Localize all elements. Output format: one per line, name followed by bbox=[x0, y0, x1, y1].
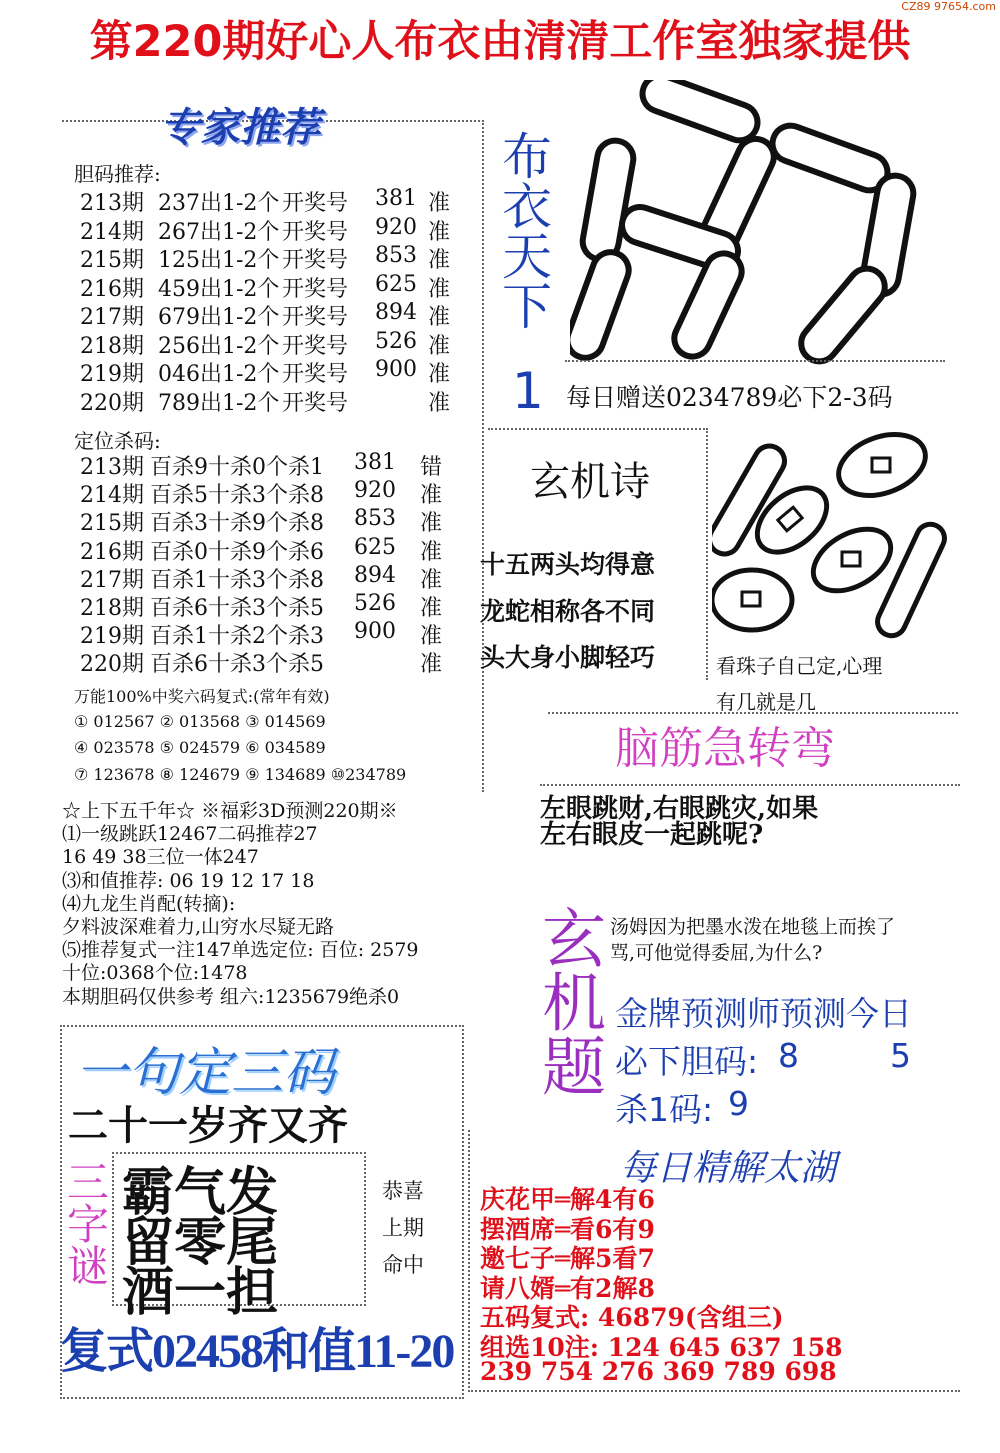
riddle-text-2: 骂,可他觉得委屈,为什么? bbox=[610, 942, 823, 964]
poem-line-2: 龙蛇相称各不同 bbox=[480, 597, 656, 626]
dan-cell: 625 bbox=[375, 271, 417, 297]
dan-cell: 459出1-2个 bbox=[158, 276, 280, 302]
kill-cell: 218期 bbox=[80, 596, 144, 621]
gold-dan-a: 8 bbox=[778, 1036, 799, 1075]
history-line: 本期胆码仅供参考 组六:1235679绝杀0 bbox=[62, 985, 400, 1008]
dan-cell: 开奖号 bbox=[282, 390, 349, 416]
dan-cell: 开奖号 bbox=[282, 191, 349, 216]
kill-cell: 213期 bbox=[80, 455, 144, 480]
dan-cell: 853 bbox=[375, 243, 417, 268]
brain-heading: 脑筋急转弯 bbox=[615, 723, 835, 774]
riddle-vertical: 玄机题 bbox=[531, 905, 605, 1097]
dan-cell: 267出1-2个 bbox=[158, 219, 280, 245]
kill-cell: 准 bbox=[420, 483, 443, 509]
kill-cell: 准 bbox=[420, 539, 443, 565]
daily-gift: 每日赠送0234789必下2-3码 bbox=[566, 383, 893, 412]
buyi-vertical: 布衣天下 bbox=[494, 130, 552, 330]
buyi-digit: 1 bbox=[512, 362, 544, 420]
kill-cell: 百杀6十杀3个杀5 bbox=[150, 596, 324, 621]
six-code-line-2: ④ 023578 ⑤ 024579 ⑥ 034589 bbox=[74, 738, 326, 757]
kill-cell: 625 bbox=[354, 534, 396, 560]
history-line: ⑴一级跳跃12467二码推荐27 bbox=[62, 823, 318, 846]
dan-cell: 214期 bbox=[80, 219, 144, 245]
kill-cell: 900 bbox=[354, 619, 396, 645]
poem-line-3: 头大身小脚轻巧 bbox=[480, 643, 656, 672]
gold-kill: 9 bbox=[728, 1084, 749, 1123]
dan-cell: 准 bbox=[428, 333, 451, 359]
taihu-line: 庆花甲═解4有6 bbox=[480, 1185, 655, 1214]
word-riddle-3: 酒一担 bbox=[122, 1262, 279, 1323]
poem-line-1: 十五两头均得意 bbox=[480, 550, 656, 579]
dan-cell: 217期 bbox=[80, 305, 144, 330]
expert-heading: 专家推荐 bbox=[160, 105, 320, 151]
kill-cell: 526 bbox=[354, 591, 396, 616]
kill-cell: 百杀9十杀0个杀1 bbox=[150, 455, 324, 480]
taihu-line: 请八婿═有2解8 bbox=[480, 1273, 655, 1303]
kill-cell: 准 bbox=[420, 624, 443, 650]
kill-cell: 百杀1十杀2个杀3 bbox=[150, 624, 324, 650]
beads-art bbox=[712, 420, 952, 650]
dan-cell: 526 bbox=[375, 328, 417, 354]
dan-cell: 准 bbox=[428, 191, 451, 216]
beads-note-2: 有几就是几 bbox=[716, 690, 816, 714]
taihu-heading: 每日精解太湖 bbox=[620, 1148, 837, 1189]
history-line: ⑸推荐复式一注147单选定位: 百位: 2579 bbox=[62, 939, 419, 962]
taihu-line: 摆酒席═看6有9 bbox=[480, 1214, 655, 1244]
kill-cell: 准 bbox=[420, 511, 443, 537]
gold-dan-b: 5 bbox=[890, 1036, 911, 1075]
kill-cell: 错 bbox=[420, 455, 443, 480]
dan-cell: 125出1-2个 bbox=[158, 248, 280, 273]
one-sentence-text: 二十一岁齐又齐 bbox=[68, 1103, 348, 1149]
six-code-line-3: ⑦ 123678 ⑧ 124679 ⑨ 134689 ⑩234789 bbox=[74, 765, 407, 784]
congrats-3: 命中 bbox=[382, 1253, 424, 1277]
kill-cell: 381 bbox=[354, 450, 396, 475]
dan-cell: 789出1-2个 bbox=[158, 390, 280, 416]
kill-label: 定位杀码: bbox=[74, 429, 161, 453]
taihu-line: 邀七子═解5看7 bbox=[480, 1244, 655, 1273]
dan-cell: 开奖号 bbox=[282, 305, 349, 330]
history-line: 16 49 38三位一体247 bbox=[62, 846, 259, 869]
history-line: ⑷九龙生肖配(转摘): bbox=[62, 892, 236, 915]
digit-art bbox=[570, 80, 960, 380]
kill-cell: 百杀1十杀3个杀8 bbox=[150, 567, 324, 593]
kill-cell: 220期 bbox=[80, 652, 144, 678]
dan-cell: 准 bbox=[428, 248, 451, 273]
dan-cell: 准 bbox=[428, 390, 451, 416]
dan-cell: 准 bbox=[428, 362, 451, 387]
dan-cell: 237出1-2个 bbox=[158, 191, 280, 216]
kill-cell: 219期 bbox=[80, 624, 144, 650]
congrats-1: 恭喜 bbox=[382, 1179, 424, 1203]
brain-question-2: 左右眼皮一起跳呢? bbox=[540, 820, 764, 850]
dan-cell: 381 bbox=[375, 186, 417, 211]
page-title: 第220期好心人布衣由清清工作室独家提供 bbox=[89, 17, 911, 67]
dan-cell: 开奖号 bbox=[282, 333, 349, 359]
kill-cell: 准 bbox=[420, 596, 443, 621]
kill-cell: 894 bbox=[354, 562, 396, 588]
dan-cell: 679出1-2个 bbox=[158, 305, 280, 330]
six-code-label: 万能100%中奖六码复式:(常年有效) bbox=[74, 687, 330, 706]
dan-cell: 046出1-2个 bbox=[158, 362, 280, 387]
history-line: ☆上下五千年☆ ※福彩3D预测220期※ bbox=[62, 800, 398, 822]
gold-line-1: 金牌预测师预测今日 bbox=[615, 994, 912, 1033]
dan-cell: 215期 bbox=[80, 248, 144, 273]
kill-cell: 百杀5十杀3个杀8 bbox=[150, 483, 324, 509]
dan-cell: 900 bbox=[375, 357, 417, 382]
beads-note-1: 看珠子自己定,心理 bbox=[716, 654, 883, 678]
dan-cell: 216期 bbox=[80, 276, 144, 302]
dan-cell: 920 bbox=[375, 214, 417, 240]
dan-cell: 开奖号 bbox=[282, 219, 349, 245]
kill-cell: 准 bbox=[420, 652, 443, 678]
kill-cell: 216期 bbox=[80, 539, 144, 565]
taihu-line: 五码复式: 46879(含组三) bbox=[480, 1303, 784, 1332]
dan-cell: 218期 bbox=[80, 333, 144, 359]
divider bbox=[540, 784, 960, 786]
six-code-line-1: ① 012567 ② 013568 ③ 014569 bbox=[74, 712, 326, 731]
kill-cell: 准 bbox=[420, 567, 443, 593]
three-char-label: 三字谜 bbox=[61, 1160, 110, 1286]
dan-cell: 开奖号 bbox=[282, 248, 349, 273]
history-line: 夕料波深难着力,山穷水尽疑无路 bbox=[62, 916, 335, 938]
taihu-line: 组选10注: 124 645 637 158 bbox=[480, 1332, 843, 1362]
congrats-2: 上期 bbox=[382, 1216, 424, 1240]
riddle-text-1: 汤姆因为把墨水泼在地毯上而挨了 bbox=[610, 916, 896, 938]
dan-cell: 219期 bbox=[80, 362, 144, 387]
taihu-line: 239 754 276 369 789 698 bbox=[480, 1357, 837, 1386]
dan-cell: 开奖号 bbox=[282, 362, 349, 387]
gold-line-2: 必下胆码: bbox=[615, 1042, 759, 1081]
dan-cell: 开奖号 bbox=[282, 276, 349, 302]
kill-cell: 920 bbox=[354, 478, 396, 504]
dan-cell: 准 bbox=[428, 305, 451, 330]
divider bbox=[565, 360, 945, 362]
brain-question-1: 左眼跳财,右眼跳灾,如果 bbox=[540, 794, 819, 824]
word-riddle-2: 留零尾 bbox=[122, 1212, 279, 1273]
kill-cell: 214期 bbox=[80, 483, 144, 509]
dan-label: 胆码推荐: bbox=[74, 162, 161, 186]
word-riddle-1: 霸气发 bbox=[122, 1162, 279, 1223]
one-sentence-heading: 一句定三码 bbox=[75, 1043, 336, 1103]
dan-cell: 894 bbox=[375, 300, 417, 325]
kill-cell: 百杀0十杀9个杀6 bbox=[150, 539, 324, 565]
dan-cell: 256出1-2个 bbox=[158, 333, 280, 359]
watermark: CZ89 97654.com bbox=[901, 0, 996, 13]
dan-cell: 准 bbox=[428, 276, 451, 302]
kill-cell: 215期 bbox=[80, 511, 144, 537]
dan-cell: 220期 bbox=[80, 390, 144, 416]
history-line: ⑶和值推荐: 06 19 12 17 18 bbox=[62, 869, 315, 892]
dan-cell: 213期 bbox=[80, 191, 144, 216]
gold-line-3: 杀1码: bbox=[615, 1090, 714, 1129]
kill-cell: 853 bbox=[354, 506, 396, 532]
kill-cell: 百杀6十杀3个杀5 bbox=[150, 652, 324, 678]
kill-cell: 217期 bbox=[80, 567, 144, 593]
poem-heading: 玄机诗 bbox=[530, 459, 650, 505]
history-line: 十位:0368个位:1478 bbox=[62, 962, 248, 985]
dan-cell: 准 bbox=[428, 219, 451, 245]
fushi-footer: 复式02458和值11-20 bbox=[60, 1325, 454, 1378]
kill-cell: 百杀3十杀9个杀8 bbox=[150, 511, 324, 537]
